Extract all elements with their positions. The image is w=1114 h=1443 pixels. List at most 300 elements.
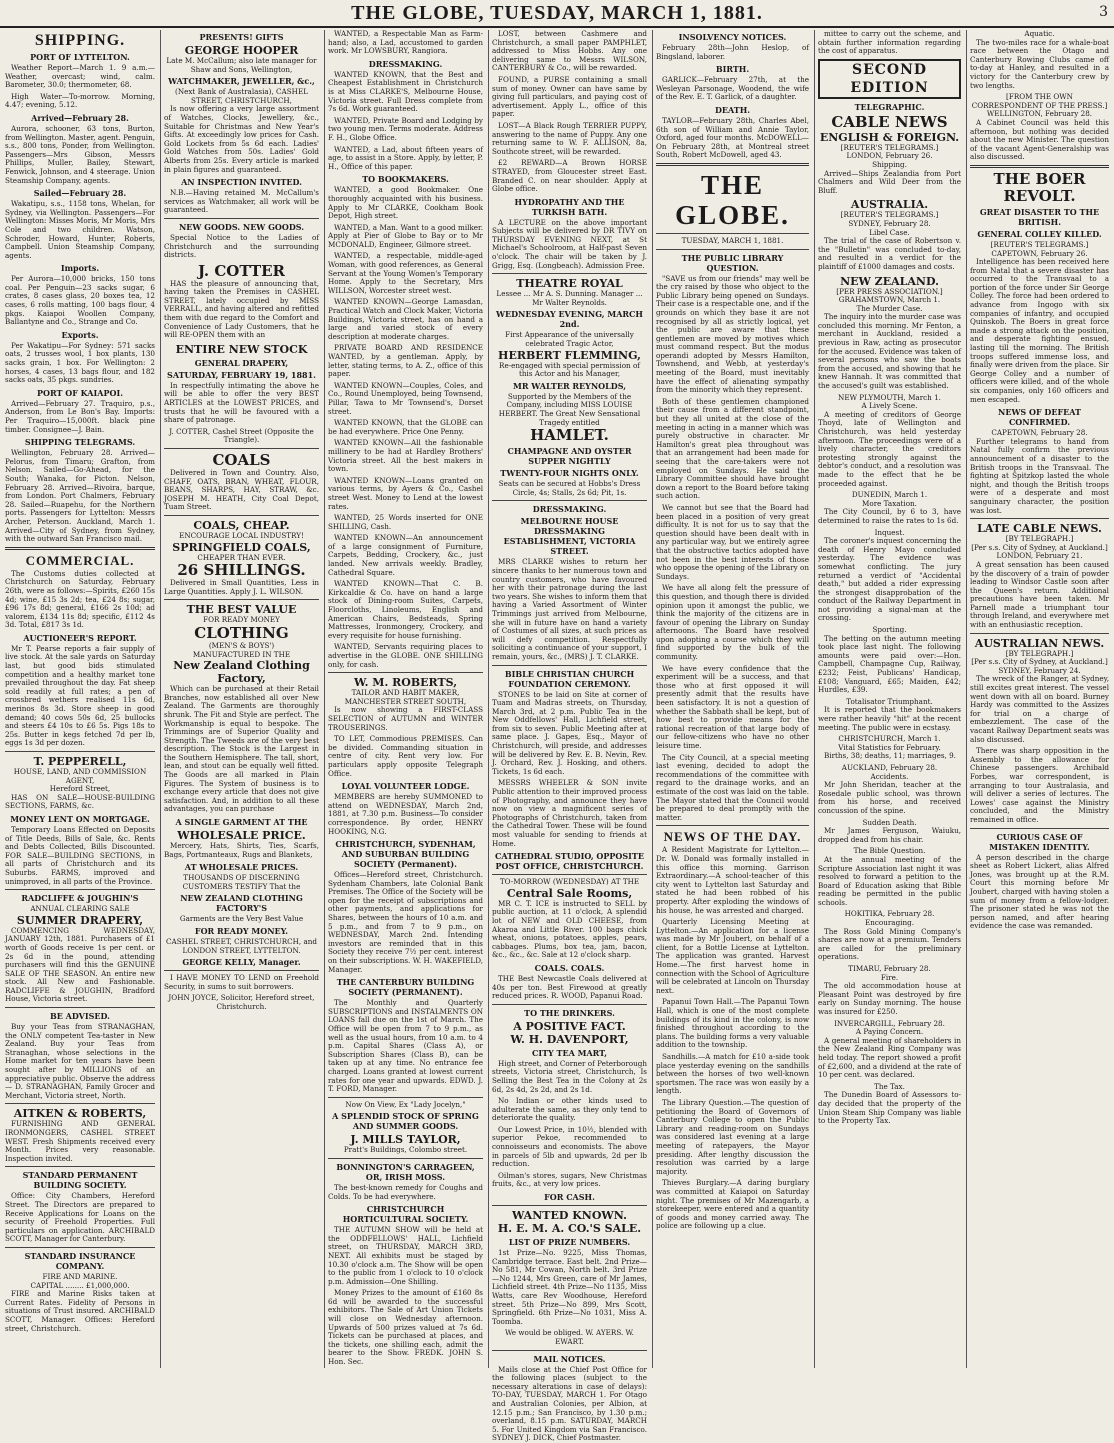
vital-heading: Vital Statistics for February. [838, 742, 941, 752]
news-heading: NEWS OF THE DAY. [663, 829, 802, 845]
libel-text: The trial of the case of Robertson v. the "Bulletin" was concluded to-day, and resulted in a verdict for the plaintiff of £1000 damages and costs. [818, 236, 961, 271]
building-text: Offices—Hereford street, Christchurch. Sydenham Chambers, late Colonial Bank Premises. The Office of the Society will be open for the receipt of subscriptions and other payments, and applications for Shares, between the hours of 10 a.m. and 5 p.m., and from 7 to 9 p.m., on WEDNESDAY, March 2nd. Intending investors are reminded that in this Society they receive 7½ per cent. interest on their subscriptions. W. H. WAKEFIELD, Manager. [328, 870, 483, 974]
nz-factory: NEW ZEALAND CLOTHING FACTORY'S [180, 893, 303, 914]
column-5 [652, 30, 812, 1368]
invercargill-dateline: INVERCARGILL, February 28. [834, 1018, 945, 1028]
price-text: Delivered in Small Quantities, Less in Large Quantities. Apply J. L. WILSON. [164, 578, 319, 596]
totalisator-text: It is reported that the bookmakers were rather heavily "hit" at the recent meeting. The public were in ecstasy. [818, 705, 961, 732]
news-paragraph: A Resident Magistrate for Lyttelton.—Dr. W. Donald was formally installed in this office this morning. Garrison Extraordinary.—A school-teacher of this city went to Lyttelton last Saturday and stated he had been robbed of his property. After exploding the windows of his house, he was arrested and charged. [656, 845, 809, 915]
birth-text: GARLICK—February 27th, at the Wesleyan Parsonage, Woodend, the wife of the Rev. E. T. Garlick, of a daughter. [656, 75, 809, 102]
tax-heading: The Tax. [874, 1081, 905, 1091]
aus-sydney-dateline: SYDNEY, February 24. [998, 665, 1081, 675]
timaru-dateline: TIMARU, February 28. [848, 964, 931, 974]
cotter-date: SATURDAY, FEBRUARY 19, 1881. [167, 369, 316, 380]
at-wholesale: AT WHOLESALE PRICES. [184, 862, 299, 873]
telegrams-heading: SHIPPING TELEGRAMS. [24, 437, 136, 448]
taylor-sub: Pratt's Buildings, Colombo street. [343, 1145, 468, 1155]
prize-heading: LIST OF PRIZE NUMBERS. [508, 1237, 631, 1248]
murder-heading: The Murder Case. [856, 303, 923, 313]
dressmaking-heading: DRESSMAKING. [368, 58, 443, 69]
divider [5, 751, 155, 752]
shipping-heading: SHIPPING. [34, 32, 126, 49]
roberts-sub: TAILOR AND HABIT MAKER, MANCHESTER STREET SOUTH, [344, 688, 467, 706]
column-7 [966, 30, 1112, 1368]
money-heading: MONEY LENT ON MORTGAGE. [10, 813, 150, 824]
cotter-text: HAS the pleasure of announcing that, having taken the Premises in CASHEL STREET, lately occupied by MISS VERRALL, and having altered and refitted them with due regard to the Comfort and Convenience of Lady Customers, that he will RE-OPEN them with an [164, 278, 319, 340]
curious-text: A person described in the charge sheet as Robert Lickert, alias Alfred Jones, was brought up at the R.M. Court this morning before Mr Joubert, charged with having stolen a sum of money from a fellow-lodger. The prisoner stated he was not the person named, and after hearing evidence the case was remanded. [970, 852, 1109, 931]
bookmakers-heading: TO BOOKMAKERS. [362, 174, 449, 185]
hooper-text: Is now offering a very large assortment of Watches, Clocks, Jewellery, &c., Suitable for Christmas and New Year's Gifts. At exceedingly low prices for Cash. Gold Lockets from 5s 6d each. Ladies' Gold Watches from 50s. Ladies' Gold Alberts from 25s. Every article is marked in plain figures and guaranteed. [164, 104, 319, 174]
classified-ad: WANTED KNOWN—Loans granted on various terms, by Ayers & Co., Cashel street West. Money to Lend at the lowest rates. [328, 475, 483, 511]
birth-heading: BIRTH. [715, 64, 750, 75]
inquest-text: The coroner's inquest concerning the death of Henry Mayo concluded yesterday. The evidence was somewhat conflicting. The jury returned a verdict of "Accidental death," but added a rider expressing the strongest disapprobation of the conduct of the Railway Department in not providing a signal-man at the crossing. [818, 536, 961, 623]
late-cable-heading: LATE CABLE NEWS. [977, 522, 1102, 536]
divider [492, 273, 647, 274]
divider [492, 665, 647, 666]
divider [492, 1205, 647, 1206]
news-paragraph: Thieves Burglary.—A daring burglary was committed at Kaiapoi on Saturday night. The premises of Mr Mazengarb, a storekeeper, were entered and a quantity of goods and money carried away. The police are following up a clue. [656, 1178, 809, 1231]
hamlet: HAMLET. [530, 426, 609, 445]
shipping-text: Arrived—Ships Zealandia from Port Chalmers and Wild Deer from the Bluff. [818, 168, 961, 195]
nz-clothing: New Zealand Clothing Factory, [173, 659, 310, 686]
accident-text: Mr John Sheridan, teacher at the Rosedale public school, was thrown from his horse, and received concussion of the spine. [818, 780, 961, 815]
seats: Seats can be secured at Hobbs's Dress Circle, 4s; Stalls, 2s 6d; Pit, 1s. [498, 479, 641, 497]
correspondent: [FROM THE OWN CORRESPONDENT OF THE PRESS.] [971, 92, 1108, 110]
wholesale-price: WHOLESALE PRICE. [177, 829, 306, 843]
lecture-text: A LECTURE on the above important Subjects will be delivered by DR TIVY on THURSDAY EVENING NEXT, at St Michael's Schoolroom, at Half-past Seven o'clock. The chair will be taken by J. Grigg, Esq. (Longbeach). Admission Free. [492, 217, 647, 270]
arrived-heading: Arrived—February 28. [31, 112, 129, 123]
sydney-dateline: SYDNEY, February 28. [848, 218, 931, 228]
coals-heading: COALS [212, 451, 271, 469]
classified-ad: WANTED, a good Bookmaker. One thoroughly acquainted with his business. Apply to Mr CLARKE, Cookham Book Depot, High street. [328, 185, 483, 221]
divider [656, 825, 809, 826]
commercial-heading: COMMERCIAL. [25, 552, 135, 568]
globe-title: THE GLOBE. [675, 169, 790, 230]
classified-ad: WANTED, a respectable, middle-aged Woman, with good references, as General Servant at the Young Women's Temporary Home. Apply to the Secretary, Mrs WILLSON, Worcester street west. [328, 251, 483, 295]
telegrams-text: Wellington, February 28. Arrived—Pelorus, from Timaru; Grafton, from Nelson. Sailed—Go-Ahead, for the South; Wanaka, for Picton. Nelson, February 28. Arrived—Rivoira, barque, from London. Port Chalmers, February 28. Sailed—Ruapehu, for the Northern ports. Passengers for Lyttelton: Messrs Archer, Peterson. Auckland, March 1. Arrived—City of Sydney, from Sydney, with the outward San Francisco mail. [5, 448, 155, 544]
wheeler-text: MESSRS WHEELER & SON invite Public attention to their improved process of Photography, and announce they have now on view a magnificent series of Photographs of Christchurch, taken from the Cathedral Tower. These will be found most valuable for sending to friends at Home. [492, 778, 647, 848]
sporting-heading: Sporting. [872, 625, 907, 635]
manufactured: MANUFACTURED IN THE [192, 649, 291, 659]
article-paragraph: The City Council, at a special meeting last evening, decided to adopt the recommendations of the committee with regard to the drainage works, and an estimate of the cost was laid on the table. The Mayor stated that the Council would be prepared to deal promptly with the matter. [656, 752, 809, 822]
divider [328, 1158, 483, 1159]
divider [5, 1247, 155, 1248]
tomorrow: TO-MORROW (WEDNESDAY) AT THE [499, 877, 640, 887]
cotter-text2: In respectfully intimating the above he will be able to offer the very BEST ARTICLES at the LOWEST PRICES, and trusts that he will be favoured with a share of patronage. [164, 380, 319, 425]
to-let: TO LET, Commodious PREMISES. Can be divided. Commanding situation in centre of city. Rent very low. For particulars apply opposite Telegraph Office. [328, 734, 483, 778]
coal-price: 26 SHILLINGS. [177, 561, 306, 580]
second-edition: SECOND EDITION [818, 59, 961, 99]
aus-sub2: [Per s.s. City of Sydney, at Auckland.] [971, 657, 1108, 667]
classified-ad: WANTED KNOWN—All the fashionable millinery to be had at Hardley Brothers' Victoria street. All the best makers in town. [328, 438, 483, 474]
davenport-text: High street, and Corner of Peterborough streets, Victoria street, Christchurch, Is Selling the Best Tea in the Colony at 2s 6d, 2s 4d, 2s 2d, and 2s 1d. [492, 1058, 647, 1094]
radcliffe-name: RADCLIFFE & JOUGHIN'S [21, 893, 139, 904]
auckland-dateline: AUCKLAND, February 28. [841, 762, 938, 772]
vital-text: Births, 38; deaths, 11; marriages, 9. [824, 751, 956, 761]
sailed-text: Wakatipu, s.s., 1158 tons, Whelan, for Sydney, via Wellington. Passengers—For Wellington: Misses Moris, Mr Moris, Mrs Cole and two children. Watson, Schroder, Howard, Hunter, Roberts, Campbell. Union Steamship Company, agents. [5, 199, 155, 260]
bible-question-heading: The Bible Question. [853, 846, 926, 856]
roberts-text: Is now showing a FIRST-CLASS SELECTION of AUTUMN and WINTER TROUSERINGS. [328, 705, 483, 732]
inquest-heading: Inquest. [874, 527, 905, 537]
boer-heading: THE BOER REVOLT. [993, 169, 1086, 205]
horticultural-heading: CHRISTCHURCH HORTICULTURAL SOCIETY. [342, 1204, 469, 1225]
clothing-text: Which can be purchased at their Retail Branches, now established all over New Zealand. The Garments are thoroughly shrunk. The Fit and Style are perfect. The Workmanship is equal to bespoke. The Trimmings are of Superior Quality and Strength. The Tweeds are of the very best description. The Stock is the Largest in the Southern Hemisphere. The tall, short, lean, and stout can be equally well fitted. The Goods are all marked in Plain Figures. The System of business is to exchange every article that does not give satisfaction. And, in addition to all these advantages, you can purchase [164, 684, 319, 814]
lend-sign: JOHN JOYCE, Solicitor, Hereford street, Christchurch. [168, 993, 315, 1011]
new-goods: NEW GOODS. NEW GOODS. [178, 221, 305, 232]
taylor-name: J. MILLS TAYLOR, [350, 1133, 461, 1147]
canterbury-text: The Monthly and Quarterly SUBSCRIPTIONS and INSTALMENTS ON LOANS fall due on the 1st of March. The Office will be open from 7 to 9 p.m., as well as the usual hours, from 10 a.m. to 4 p.m. Capital Shares (Class A), or Subscription Shares (Class B), can be taken up at any time. No entrance fee charged. Loans granted at lowest current rates for one year and upwards. EDWD. J. T. FORD, Manager. [328, 998, 483, 1094]
oilmans: Oilman's stores, sugars, New Christmas fruits, &c., at very low prices. [492, 1170, 647, 1189]
classified-ad: LOST, between Cashmere and Christchurch, a small paper PAMPHLET, addressed to Miss Hobbs. Any one delivering same to Messrs WILSON, CANTERBURY & Co., will be rewarded. [492, 29, 647, 73]
encourage: ENCOURAGE LOCAL INDUSTRY! [179, 530, 304, 540]
press-assoc: [PER PRESS ASSOCIATION.] [836, 286, 943, 296]
classified-ad: WANTED KNOWN, that the GLOBE can be had everywhere. Price One Penny. [328, 418, 483, 436]
wood-coals-text: THE Best Newcastle Coals delivered at 40s per ton. Best Firewood at greatly reduced prices. R. WOOD, Papanui Road. [492, 973, 647, 1001]
pepperell-text: HAS ON SALE—HOUSE-BUILDING SECTIONS, FARMS, &c. [5, 792, 155, 811]
reuters-label: [REUTER'S TELEGRAMS.] [840, 142, 939, 152]
aitken-text: FURNISHING AND GENERAL IRONMONGERS, CASHEL STREET WEST. Fresh Shipments received every Month. Prices very reasonable. Inspection invited. [5, 1119, 155, 1163]
advised-heading: BE ADVISED. [50, 1011, 110, 1022]
masthead [0, 0, 1114, 28]
divider [5, 1103, 155, 1104]
aquatic-heading: Aquatic. [1024, 29, 1055, 38]
shipping-sub: Shipping. [872, 159, 907, 169]
telegraphic: TELEGRAPHIC. [854, 101, 925, 112]
divider [970, 165, 1109, 168]
defeat-text: Further telegrams to hand from Natal fully confirm the previous announcement of a disaster to the British troops in the Transvaal. The fighting at Spitzkop lasted the whole night, and though the British troops were of a desperate and most sanguinary character, the position was lost. [970, 436, 1109, 515]
insurance-capital: CAPITAL ........ £1,000,000. [30, 1280, 130, 1290]
late-cable-sub2: [Per s.s. City of Sydney, at Auckland.] [971, 542, 1108, 552]
fire-heading: Fire. [880, 972, 899, 982]
divider [492, 1350, 647, 1351]
wanted-known: WANTED KNOWN. [512, 1209, 627, 1223]
classified-ad: WANTED, a Respectable Man as Farm-hand; also, a Lad, accustomed to garden work. Mr LOWSBURY, Rangiora. [328, 29, 483, 56]
herbert-name: HERBERT FLEMMING, [498, 348, 641, 362]
newspaper-title: THE GLOBE, TUESDAY, MARCH 1, 1881. [351, 2, 763, 24]
capetown-dateline: CAPETOWN, February 26. [991, 248, 1088, 258]
divider [5, 547, 155, 550]
grahamstown-dateline: GRAHAMSTOWN, March 1. [838, 295, 941, 305]
dunedin-dateline: DUNEDIN, March 1. [851, 490, 928, 500]
bonnington-heading: BONNINGTON'S CARRAGEEN, OR, IRISH MOSS. [336, 1161, 475, 1182]
advised-text: Buy your Teas from STRANAGHAN, the ONLY competent Tea-taster in New Zealand. Buy your Teas from Stranaghan, whose selections in the Home market for ten years have been sought after by MILLIONS of an appreciative public. Observe the address— D. STRANAGHAN, Family Grocer and Merchant, Victoria street, North. [5, 1022, 155, 1100]
for-cash: FOR CASH. [544, 1192, 595, 1203]
hooper-sub: Late M. McCallum; also late manager for Shaw and Sons, Wellington, [166, 56, 317, 74]
divider [5, 889, 155, 890]
classified-ad: WANTED KNOWN—Couples, Coles, and Co., Round Unemployed, being Townsend, Pillar, Tawa to Mr Townsend's, Dorset street. [328, 380, 483, 416]
radcliffe-sub2: SUMMER DRAPERY, [16, 913, 144, 927]
pepperell-address: Hereford Street, [49, 784, 111, 794]
cotter-sign: J. COTTER, Cashel Street (Opposite the Triangle). [169, 426, 314, 445]
insurance-sub: FIRE AND MARINE. [42, 1271, 118, 1281]
exports-heading: Exports. [61, 329, 99, 340]
central-sale-rooms: Central Sale Rooms, [506, 886, 633, 900]
insolvency-text: February 28th—John Heslop, of Bingsland, laborer. [656, 43, 809, 61]
drinkers: TO THE DRINKERS. [524, 1007, 615, 1018]
mail-text: Mails close at the Chief Post Office for the following places (subject to the necessary alterations in case of delays): TO-DAY, TUESDAY, MARCH 1. For Otago and Australian Colonies, per Albion, at 12.15 p.m.; San Francisco, by 1.30 p.m.; overland, 8.15 p.m. SATURDAY, MARCH 5. For United Kingdom via San Francisco. SYDNEY J. DICK, Chief Postmaster. [492, 1364, 647, 1443]
entire-stock: ENTIRE NEW STOCK [175, 342, 308, 356]
article-paragraph: We have every confidence that the experiment will be a success, and that those who at first opposed it will presently admit that the results have been satisfactory. It is not a question of whether the Sabbath shall be kept, but of how best to provide means for the rational recreation of that large body of our fellow-citizens who have no other leisure time. [656, 663, 809, 750]
hem-sale: H. E. M. A. CO.'S SALE. [497, 1222, 642, 1236]
classified-ad: FOUND, a PURSE containing a small sum of money. Owner can have same by giving full particulars, and paying cost of advertisement. Apply L., office of this paper. [492, 74, 647, 119]
twenty-nights: TWENTY-FOUR NIGHTS ONLY. [500, 468, 639, 479]
wellington-dateline: WELLINGTON, February 28. [986, 109, 1093, 119]
imports-text: Per Aurora—10,000 bricks, 150 tons coal. Per Penguin—23 sacks sugar, 6 crates, 8 cases glass, 20 boxes tea, 12 cases, 6 rolls matting, 100 bags flour, 4 pkgs. Kaiapoi Woollen Company, Ballantyne and Co., Strange and Co. [5, 274, 155, 327]
autumn-show: THE AUTUMN SHOW will be held at the ODDFELLOWS' HALL, Lichfield street, on THURSDAY, MARCH 3RD, NEXT. All exhibits must be staged by 10.30 o'clock a.m. The Show will be open to the public from 1 o'clock to 10 o'clock p.m. Admission—One Shilling. [328, 1225, 483, 1286]
exports-text: Per Wakatipu—For Sydney: 571 sacks oats, 2 trusses wool, 1 box plants, 130 sacks grain, 1 box. For Wellington: 2 horses, 4 cases, 13 bags flour, and 182 sacks oats, 35 pkgs. sundries. [5, 340, 155, 385]
divider [492, 500, 647, 501]
col6-intro: mittee to carry out the scheme, and obtain further information regarding the cost of apparatus. [818, 29, 961, 56]
aitken-name: AITKEN & ROBERTS, [13, 1107, 147, 1121]
reuters-label-3: [REUTER'S TELEGRAMS.] [990, 239, 1089, 249]
theatre-heading: THEATRE ROYAL [516, 277, 623, 291]
champagne: CHAMPAGNE AND OYSTER SUPPER NIGHTLY [507, 446, 632, 467]
mail-heading: MAIL NOTICES. [533, 1353, 606, 1364]
totalisator-heading: Totalisator Triumphant. [846, 696, 933, 706]
cathedral-studio: CATHEDRAL STUDIO, OPPOSITE POST OFFICE, CHRISTCHURCH. [495, 851, 644, 872]
capetown-dateline-2: CAPETOWN, February 28. [991, 428, 1088, 438]
sailed-heading: Sailed—February 28. [33, 188, 127, 199]
kaiapoi-text: Arrived—February 27. Traquiro, p.s., Anderson, from Le Bon's Bay. Imports: Per Traquiro—15,000ft. black pine timber. Consignee—J. Bain. [5, 398, 155, 434]
auction-text: Mr T. Pearse reports a fair supply of live stock. At the sale yards on Saturday last, but good bids stimulated competition and a healthy market tone prevailed throughout the day. Fat sheep sold readily at full rates; a pen of crossbred wethers realised 11s 6d, merinos 8s 3d. Store sheep in good demand; 40 cows 50s 6d, 25 bullocks and steers £4 10s to £6 5s. Pigs 18s to 25s. Butter in kegs fetched 7d per lb, eggs 1s 3d per dozen. [5, 643, 155, 748]
concert-text: A general meeting of shareholders in the New Zealand Ring Company was held today. The report showed a profit of £2,600, and a dividend at the rate of 10 per cent. was declared. [818, 1035, 961, 1080]
imports-heading: Imports. [60, 263, 100, 274]
bonnington-text: The best-known remedy for Coughs and Colds. To be had everywhere. [328, 1182, 483, 1201]
auction-heading: AUCTIONEER'S REPORT. [23, 632, 137, 643]
aus-text-2: There was sharp opposition in the Assembly to the allowance for Chinese passengers. Archibald Forbes, war correspondent, is arranging to tour Australasia, and will deliver a series of lectures. The Lowes' case against the Ministry concluded, and the Ministry remained in office. [970, 746, 1109, 824]
christchurch-dateline: CHRISTCHURCH, March 1. [838, 734, 941, 744]
insurance-heading: STANDARD INSURANCE COMPANY. [24, 1250, 136, 1271]
news-paragraph: The Library Question.—The question of petitioning the Board of Governors of Canterbury College to open the Public Library and reading-room on Sundays was considered last evening at a large meeting of ratepayers, the Mayor presiding. After lengthy discussion the resolution was carried by a large majority. [656, 1097, 809, 1176]
coals-text: Delivered in Town and Country. Also, CHAFF, OATS, BRAN, WHEAT, FLOUR, BEANS, SHARPS, HAY, STRAW, &c. JOSEPH M. HEATH, City Coal Depot, Tuam Street. [164, 468, 319, 512]
inspection: AN INSPECTION INVITED. [181, 177, 302, 188]
divider [5, 1007, 155, 1008]
divider [328, 1097, 483, 1098]
walter-name: MR WALTER REYNOLDS, [512, 380, 626, 391]
article-paragraph: We cannot but see that the Board had been placed in a position of very great difficulty. It is not for us to say that the question should have been dealt with in any particular way, but we entirely agree that the obstructive tactics adopted have not been in the best interests of those who oppose the opening of the Library on Sundays. [656, 502, 809, 581]
article-paragraph: "SAVE us from our friends" may well be the cry raised by those who object to the Public Library being opened on Sundays. Their case is a respectable one, and if the grounds on which they base it are not recognised by all as strictly logical, yet the public are aware that these gentlemen are moved by motives which must command respect. But the modus operandi adopted by Messrs Hamilton, Townshend, and Webb, at yesterday's meeting of the Board, must inevitably have the effect of alienating sympathy from the minority which they represent. [656, 273, 809, 395]
divider [328, 672, 483, 673]
melbourne-heading: MELBOURNE HOUSE DRESSMAKING ESTABLISHMENT, VICTORIA STREET. [503, 516, 636, 557]
defeat-heading: NEWS OF DEFEAT CONFIRMED. [998, 407, 1081, 428]
davenport-name: W. H. DAVENPORT, [510, 1032, 629, 1046]
late-text: A great sensation has been caused by the discovery of a train of powder leading to Windsor Castle soon after the Queen's return. Additional precautions have been taken. Mr Parnell made a triumphant tour through Ireland, and everywhere met with an enthusiastic reception. [970, 559, 1109, 630]
taxation-text: The City Council, by 6 to 3, have determined to raise the rates to 1s 6d. [818, 507, 961, 525]
coals-coals: COALS. COALS. [534, 962, 605, 973]
news-paragraph: Sandhills.—A match for £10 a-side took place yesterday evening on the sandhills between the horses of two well-known sportsmen. The race was won easily by a length. [656, 1052, 809, 1096]
colley-heading: GENERAL COLLEY KILLED. [977, 228, 1102, 239]
splendid-stock: A SPLENDID STOCK OF SPRING AND SUMMER GOODS. [332, 1111, 479, 1132]
article-paragraph: We have all along felt the pressure of this question, and though there is divided opinion upon it amongst the public, we think the majority of the citizens are in favour of opening the Library on Sunday afternoons. The Board have resolved upon adopting a course which they will find supported by the bulk of the community. [656, 583, 809, 662]
no-indian: No Indian or other kinds used to adulterate the same, as they only tend to deteriorate the quality. [492, 1096, 647, 1123]
news-paragraph: Quarterly Licensing Meeting at Lyttelton.—An application for a license was made by Mr Joubert, on behalf of a client, for a Bottle License at Lyttelton. The application was granted. Harvest Home.—The first harvest home in connection with the School of Agriculture will be celebrated at Lincoln on Thursday next. [656, 917, 809, 995]
inspection-text: N.B.—Having retained M. McCallum's services as Watchmaker, all work will be guaranteed. [164, 188, 319, 215]
column-6 [814, 30, 964, 1368]
aus-text: The wreck of the Ranger, at Sydney, still excites great interest. The vessel went down with all on board. Burney Hardy was committed to the Assizes for trial on a charge of embezzlement. The case of the vacant Railway Department seats was also discussed. [970, 674, 1110, 744]
high-water: High Water—To-morrow. Morning, 4.47; evening, 5.12. [5, 91, 155, 110]
late-london-dateline: LONDON, February 21. [996, 551, 1083, 561]
springfield: SPRINGFIELD COALS, [172, 540, 311, 554]
new-goods-text: Special Notice to the Ladies of Christchurch and the surrounding districts. [164, 232, 319, 260]
divider [656, 163, 809, 166]
positive-fact: A POSITIVE FACT. [513, 1019, 626, 1033]
lively-text: A meeting of creditors of George Thoyd, late of Wellington and Christchurch, was held yesterday afternoon. The proceedings were of a lively character, the creditors protesting strongly against the debtor's conduct, and a resolution was made to the effect that he be proceeded against. [818, 409, 961, 488]
wednesday-text: First Appearance of the universally celebrated Tragic Actor, [505, 330, 634, 349]
divider [164, 515, 319, 516]
death-text: TAYLOR—February 28th, Charles Abel, 6th son of William and Annie Taylor, Oxford, aged four months. McDOWELL—On February 28th, at Montreal street South, Robert McDowell, aged 43. [656, 115, 809, 160]
aquatic-text: The two-miles race for a whale-boat race between the Otago and Canterbury Rowing Clubs came off to-day at Hanley, and resulted in a victory for the Canterbury crew by two lengths. [970, 37, 1109, 90]
globe-date: TUESDAY, MARCH 1, 1881. [681, 235, 784, 245]
divider [492, 1004, 647, 1005]
city-tea: CITY TEA MART, [531, 1047, 608, 1058]
hokitika-dateline: HOKITIKA, February 28. [844, 909, 935, 919]
encouraging-heading: Encouraging. [865, 918, 914, 928]
radcliffe-text: COMMENCING WEDNESDAY, JANUARY 12th, 1881. Purchasers of £1 worth of Goods receive 1s per cent. or 2s 6d in the pound, attending purchasers will find this the GENUINE SALE OF THE SEASON. An entire new stock. All New and Fashionable. RADCLIFFE & JOUGHIN, Bradford House, Victoria street. [5, 925, 155, 1004]
building-heading: CHRISTCHURCH, SYDENHAM, AND SUBURBAN BUILDING SOCIETY (Permanent). [335, 839, 476, 870]
loyal-heading: LOYAL VOLUNTEER LODGE. [341, 781, 470, 792]
presents-heading: PRESENTS! GIFTS [199, 32, 284, 42]
loyal-text: MEMBERS are hereby SUMMONED to attend on WEDNESDAY, March 2nd, 1881, at 7.30 p.m. Business—To consider correspondence. By order, HENRY HOOKING, N.G. [328, 792, 483, 836]
cheaper: CHEAPER THAN EVER. [197, 552, 286, 562]
encouraging-text: The Ross Gold Mining Company's shares are now at a premium. Tenders are called for the preliminary operations. [818, 926, 961, 962]
ayers-sign: We would be obliged. W. AYERS. W. EWART. [505, 1328, 634, 1346]
divider [970, 518, 1109, 519]
accident-heading: Accidents. [870, 771, 909, 781]
classified-ad: PRIVATE BOARD AND RESIDENCE WANTED, by a gentleman. Apply, by letter, stating terms, to A. Z., office of this paper. [328, 343, 483, 379]
aus-news-heading: AUSTRALIAN NEWS. [974, 636, 1105, 650]
column-2 [160, 30, 322, 1368]
clothing-address: CASHEL STREET, CHRISTCHURCH, and LONDON STREET, LYTTELTON. [166, 937, 317, 955]
death-heading: DEATH. [714, 104, 751, 115]
coals-cheap: COALS, CHEAP. [193, 518, 290, 532]
divider [656, 233, 809, 234]
clothing-manager: GEORGE KELLY, Manager. [182, 957, 301, 968]
divider [164, 448, 319, 449]
divider [970, 828, 1109, 829]
kaiapoi-heading: PORT OF KAIAPOI. [37, 387, 123, 398]
clothing-sub: (MEN'S & BOYS') [208, 640, 275, 650]
hydropathy-heading: HYDROPATHY AND THE TURKISH BATH. [514, 196, 625, 217]
insolvency-heading: INSOLVENCY NOTICES. [678, 32, 787, 42]
lessee: Lessee ... Mr A. S. Dunning. Manager ... Mr Walter Reynolds. [496, 289, 643, 307]
pepperell-sub: HOUSE, LAND, AND COMMISSION AGENT, [13, 767, 147, 785]
mercery: Mercery, Hats, Shirts, Ties, Scarfs, Bags, Portmanteaux, Rugs and Blankets, [164, 841, 319, 859]
new-plymouth-dateline: NEW PLYMOUTH, March 1. [838, 392, 941, 402]
divider [492, 874, 647, 875]
prize-text: 1st Prize—No. 9225, Miss Thomas, Cambridge terrace. East belt. 2nd Prize—No 581, Mr Cowan, North belt. 3rd Prize—No 1244, Mrs Green, care of Mr James, Lichfield street. 4th Prize—No 1135, Miss Watts, care Rev Woodhouse, Hereford street. 5th Prize—No 899, Mrs Scott, Springfield. 6th Prize—No 1031, Miss A. Toomba. [492, 1248, 647, 1326]
classified-ad: WANTED, a Man. Want to a good milker. Apply at Pier of Globe to Bay or to Mr MCDONALD, Engineer, Gilmore street. [328, 222, 483, 249]
now-on-view: Now On View, Ex "Lady Jocelyn," [345, 1099, 466, 1109]
thousands: THOUSANDS OF DISCERNING CUSTOMERS TESTIFY That the [182, 873, 301, 891]
divider [970, 633, 1109, 634]
canterbury-heading: THE CANTERBURY BUILDING SOCIETY (PERMANENT). [336, 977, 475, 998]
column-4 [488, 29, 650, 1443]
sudden-text: Mr James Ferguson, Waiuku, dropped dead from his chair. [818, 826, 961, 844]
boer-text: Intelligence has been received here from Natal that a severe disaster has occurred to the Transvaal to a portion of the force under Sir George Colley. The force had been ordered to advance from Ingogo with six companies of infantry, and occupied Quinskob. The Boers in great force made a strong attack on the position, and desperate fighting ensued, lasting till the morning. The British troops suffered immense loss, and finally were driven from the place. Sir George Colley and a number of officers were killed, and of the whole six companies, only 160 officers and men escaped. [970, 257, 1109, 404]
divider [5, 1166, 155, 1167]
hooper-name: GEORGE HOOPER [184, 44, 299, 57]
cotter-name: J. COTTER [197, 261, 286, 280]
walter-text: Supported by the Members of the Company, including MISS LOUISE HERBERT. The Great New Sensational Tragedy entitled [498, 391, 641, 427]
clarke-text: MRS CLARKE wishes to return her sincere thanks to her numerous town and country customers, who have favoured her with their patronage during the last two years. She wishes to inform them that having a Varied Assortment of Winter Trimmings just arrived from Melbourne, she will in future have on hand a variety of Costumes of all sizes, at such prices as will defy competition. Respectfully soliciting a continuance of your support, I remain, yours, &c., (MRS) J. T. CLARKE. [492, 557, 647, 661]
disaster-heading: GREAT DISASTER TO THE BRITISH. [979, 206, 1100, 227]
standard-text: Office: City Chambers, Hereford Street. The Directors are prepared to Receive Applications for Loans on the security of Freehold Properties. Full particulars on application. ARCHIBALD SCOTT, Manager for Canterbury. [5, 1191, 155, 1244]
radcliffe-sub: ANNUAL CLEARING SALE [30, 904, 130, 914]
libel-heading: Libel Case. [869, 227, 910, 237]
wellington-text: A Cabinet Council was held this afternoon, but nothing was decided about the new Minister. The question of the vacant Agent-Generalship was also discussed. [970, 117, 1109, 162]
bible-question-text: At the annual meeting of the Scripture Association last night it was resolved to forward a petition to the Board of Education asking that Bible reading be permitted in the public schools. [818, 854, 961, 907]
page-number: 3 [1099, 4, 1108, 20]
column-1 [2, 30, 158, 1368]
aus-sub: [BY TELEGRAPH.] [1005, 648, 1074, 658]
standard-heading: STANDARD PERMANENT BUILDING SOCIETY. [22, 1170, 138, 1191]
australia-heading: AUSTRALIA. [850, 198, 929, 212]
money-text: Temporary Loans Effected on Deposits of Title Deeds, Bills of Sale, &c. Rents and Debts Collected, Bills Discounted. FOR SALE—BUILDING SECTIONS, in all parts of Christchurch and its Suburbs. FARMS, improved and unimproved, in all parts of the Province. [5, 824, 155, 886]
port-heading: PORT OF LYTTELTON. [30, 52, 130, 62]
commercial-text: The Customs duties collected at Christchurch on Saturday, February 26th, were as follows:—Spirits, £260 15s 4d; wine, £15 3s 2d; tea, £24 8s; sugar, £96 17s 8d; general, £166 2s 10d; ad valorem, £134 11s 8d; specific, £112 4s 3d. Total, £817 3s 1d. [5, 568, 155, 630]
single-garment: A SINGLE GARMENT AT THE [175, 817, 308, 828]
fire-text: The old accommodation house at Pleasant Point was destroyed by fire early on Sunday morning. The house was insured for £250. [818, 981, 961, 1016]
classified-ad: WANTED KNOWN—An announcement of a large consignment of Furniture, Carpets, Bedding, Crockery, &c., just landed. New arrivals weekly. Bradley, Cathedral Square. [328, 533, 483, 577]
wednesday-heading: WEDNESDAY EVENING, MARCH 2nd. [496, 309, 643, 330]
arrived-text: Aurora, schooner, 63 tons, Burton, from Wellington. Master, agent. Penguin, s.s., 800 tons, Ponder, from Wellington. Passengers—Mrs Gibson, Messrs Phillips, Muller, Bailey, Stewart, Fenwick, Johnson, and 4 steerage. Union Steamship Company, agents. [5, 123, 155, 185]
tomorrow-text: MR C. T. ICE is instructed to SELL by public auction, at 11 o'clock, A splendid lot of NEW and OLD CHEESE, from Akaroa and Little River. 100 bags chick wheat, onions, potatoes, apples, pears, cabbages. Plums, box tea, jam, bacon, &c., &c., &c. Sale at 12 o'clock sharp. [492, 898, 647, 960]
sudden-heading: Sudden Death. [862, 817, 917, 827]
classified-ad: WANTED, Private Board and Lodging by two young men. Terms moderate. Address F. H., Globe Office. [328, 115, 483, 142]
classified-ad: WANTED KNOWN—George Lamasdan, Practical Watch and Clock Maker, Victoria Buildings, Victoria street, has on hand a large and varied stock of every description at moderate charges. [328, 297, 483, 341]
divider [164, 970, 319, 971]
classified-ad: WANTED, Servants requiring places to advertise in the GLOBE. ONE SHILLING only, for cash. [328, 642, 483, 669]
lively-heading: A Lively Scene. [861, 401, 918, 411]
weather-report: Weather Report—March 1. 9 a.m.—Weather, overcast; wind, calm. Barometer, 30.0; thermometer, 68. [5, 63, 155, 90]
column-3 [324, 30, 486, 1368]
late-cable-sub: [BY TELEGRAPH.] [1005, 534, 1074, 544]
english-foreign: ENGLISH & FOREIGN. [819, 130, 960, 144]
lend-text: I HAVE MONEY TO LEND on Freehold Security, in sums to suit borrowers. [164, 973, 319, 991]
news-paragraph: Papanui Town Hall.—The Papanui Town Hall, which is one of the most complete buildings of its kind in the colony, is now finished throughout according to the plans. The building forms a very valuable addition to the township. [656, 997, 809, 1050]
article-paragraph: Both of these gentlemen championed their cause from a different standpoint, but they all united at the close of the meeting in acting in a manner which was purely obstructive in character. Mr Hamilton's great plea throughout was that an arrangement had been made for seeing that the care-takers were not employed on Sundays. He said the Library Committee should have brought down a report to the Board before taking such action. [656, 396, 809, 501]
nz-heading: NEW ZEALAND. [840, 274, 939, 288]
classified-ad: WANTED, 25 Words inserted for ONE SHILLING, Cash. [328, 513, 483, 531]
roberts-name: W. M. ROBERTS, [353, 676, 458, 690]
classified-ad: WANTED KNOWN, that the Best and Cheapest Establishment in Christchurch is at Miss CLARKE'S, Melbourne House, Victoria street. Full Dress complete from 7s 6d. Work guaranteed. [328, 69, 483, 114]
classified-ad: LOST—A Black Rough TERRIER PUPPY, answering to the name of Puppy. Any one returning same to W. F. ALLISON, 8a, Southcote street, will be rewarded. [492, 120, 647, 156]
divider [656, 249, 809, 250]
general-drapery: GENERAL DRAPERY, [194, 357, 289, 368]
clothing-heading: CLOTHING [194, 623, 289, 642]
cable-news: CABLE NEWS [831, 112, 948, 131]
pepperell-name: T. PEPPERELL, [33, 755, 127, 768]
london-dateline: LONDON, February 26. [846, 151, 933, 161]
hooper-address: (Next Bank of Australasia), CASHEL STREET, CHRISTCHURCH, [175, 87, 308, 105]
concert-heading: A Paying Concern. [855, 1027, 924, 1037]
insurance-text: FIRE and Marine Risks taken at Current Rates. Fidelity of Persons in situations of Trust insured. ARCHIBALD SCOTT, Manager. Offices: Hereford street, Christchurch. [5, 1289, 155, 1333]
curious-heading: CURIOUS CASE OF MISTAKEN IDENTITY. [989, 831, 1090, 852]
divider [164, 599, 319, 600]
herbert-text: Re-engaged with special permission of this Actor and his Manager, [499, 360, 640, 379]
divider [164, 218, 319, 219]
bible-text: STONES to be laid on Site at corner of Tuam and Madras streets, on Thursday, March 3rd, at 2 p.m. Public Tea in the New Oddfellows' Hall, Lichfield street, from six to seven. Public Meeting after at same place. J. Gapes, Esq., Mayor of Christchurch, will preside, and addresses will be delivered by Rev. E. B. Nevin, Rev. J. Orchard, Rev. J. Hosking, and others. Tickets, 1s 6d each. [492, 689, 647, 776]
classified-ad: £2 REWARD—A Brown HORSE STRAYED, from Gloucester street East. Branded C. on near shoulder. Apply at Globe office. [492, 158, 647, 194]
best-value: THE BEST VALUE [186, 603, 297, 617]
for-ready-money: FOR READY MONEY [203, 615, 280, 625]
article-heading: THE PUBLIC LIBRARY QUESTION. [681, 252, 784, 273]
murder-text: The inquiry into the murder case was concluded this morning. Mr Fenton, a merchant in Auckland, resided a previous in Raw, acting as prosecutor for the accused. Evidence was taken of several persons who saw the boats from the accused, and showing that he knew Hannah. It was committed that the accused's guilt was established. [818, 312, 961, 391]
tax-text: The Dunedin Board of Assessors to-day decided that the property of the Union Steam Ship Company was liable to the Property Tax. [818, 1090, 961, 1126]
prizes-text: Money Prizes to the amount of £160 8s 6d will be awarded to the successful exhibitors. The Sale of Art Union Tickets will close on Wednesday afternoon. Upwards of 500 prizes valued at 7s 6d. Tickets can be purchased at places, and the tickets, one shilling each, admit the bearer to the Show. FREDK. JOHN S. Hon. Sec. [328, 1288, 483, 1367]
classified-ad: WANTED KNOWN—That C. B. Kirkcaldie & Co. have on hand a large stock of Dining-room Suites, Carpets, Floorcloths, Linoleums, English and American Chairs, Bedsteads, Spring Mattresses, Ironmongery, Crockery, and every requisite for house furnishing. [328, 579, 483, 640]
dressmaking-heading-2: DRESSMAKING. [532, 504, 607, 515]
